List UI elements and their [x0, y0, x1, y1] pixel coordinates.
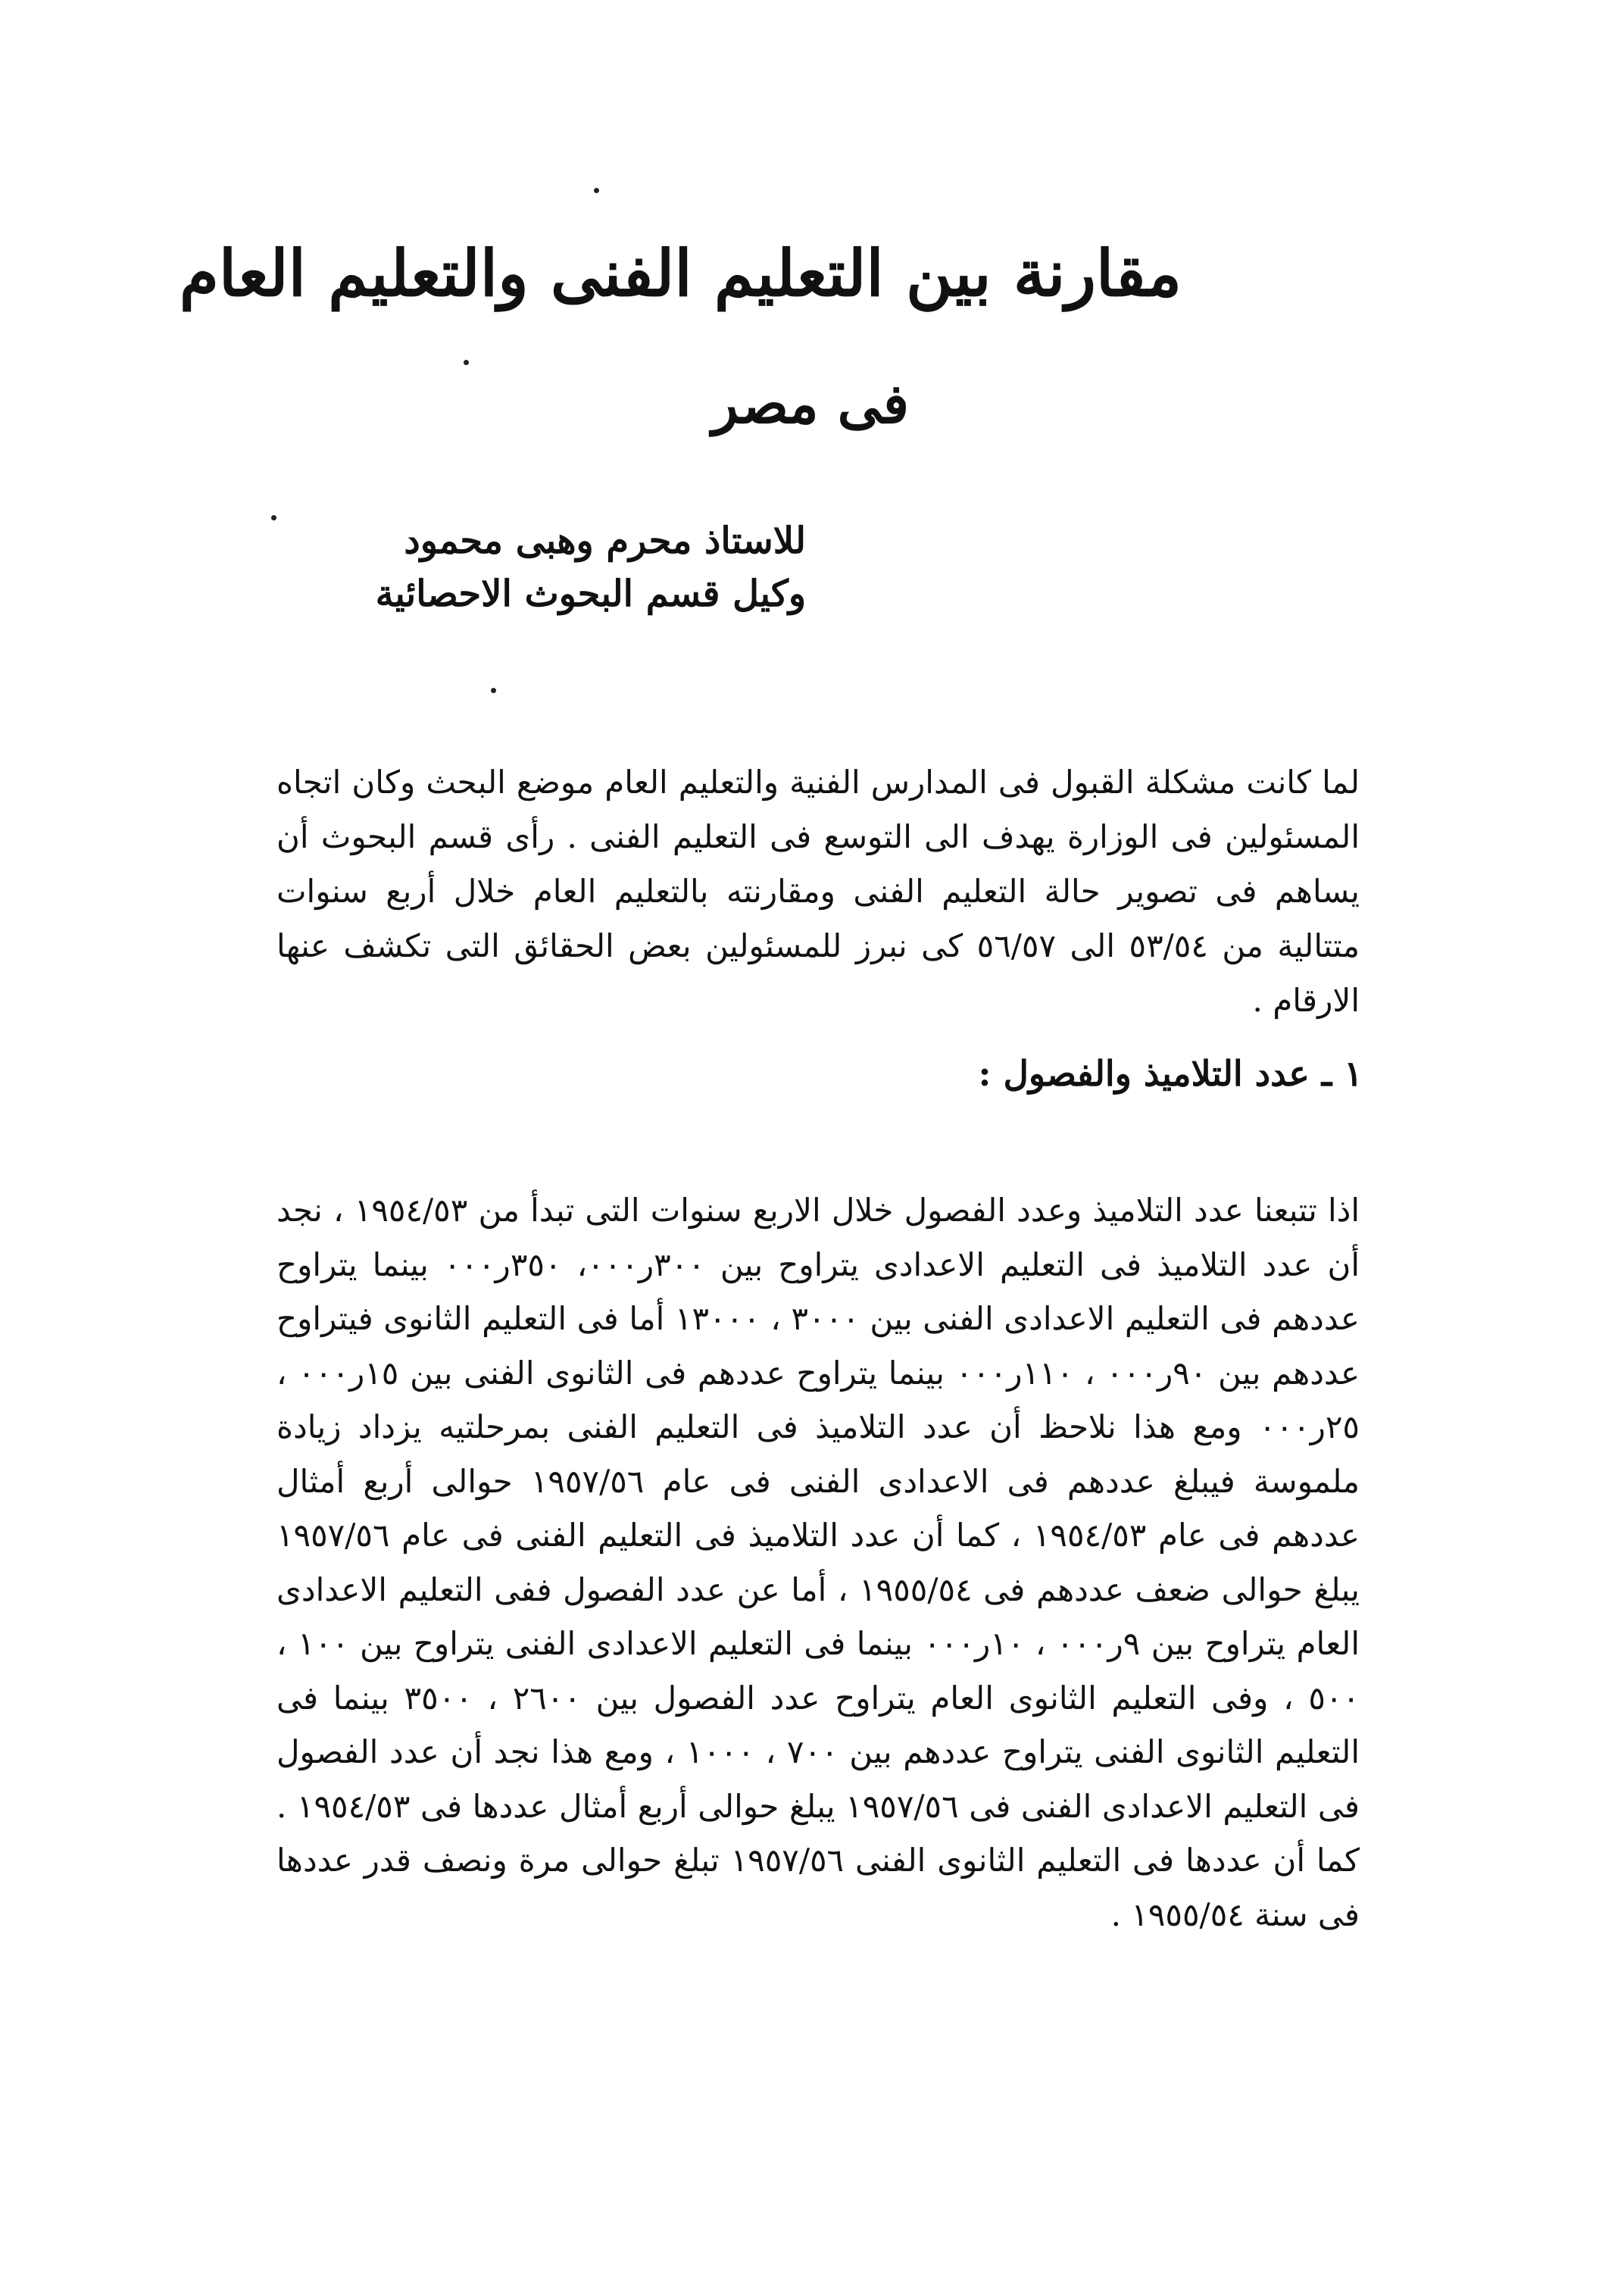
scan-speck [464, 360, 469, 365]
intro-paragraph: لما كانت مشكلة القبول فى المدارس الفنية والتعليم العام موضع البحث وكان اتجاه المسئولين فى الوزارة يهدف الى التوسع فى التعليم الفنى . رأى قسم البحوث أن يساهم فى تصوير حالة التعليم الفنى ومقارنته بالتعليم العام خلال أربع سنوات متتالية من ٥٣/٥٤ الى ٥٦/٥٧ كى نبرز للمسئولين بعض الحقائق التى تكشف عنها الارقام . [276, 764, 1360, 1019]
author-name: للاستاذ محرم وهبى محمود [404, 520, 806, 562]
section-body: اذا تتبعنا عدد التلاميذ وعدد الفصول خلال الاربع سنوات التى تبدأ من ١٩٥٤/٥٣ ، نجد أن عدد التلاميذ فى التعليم الاعدادى يتراوح بين ٣٠٠ر٠٠٠، ٣٥٠ر٠٠٠ بينما يتراوح عددهم فى التعليم الاعدادى الفنى بين ٣٠٠٠ ، ١٣٠٠٠ أما فى التعليم الثانوى فيتراوح عددهم بين ٩٠ر٠٠٠ ، ١١٠ر٠٠٠ بينما يتراوح عددهم فى الثانوى الفنى بين ١٥ر٠٠٠ ، ٢٥ر٠٠٠ ومع هذا نلاحظ أن عدد التلاميذ فى التعليم الفنى بمرحلتيه يزداد زيادة ملموسة فيبلغ عددهم فى الاعدادى الفنى فى عام ١٩٥٧/٥٦ حوالى أربع أمثال عددهم فى عام ١٩٥٤/٥٣ ، كما أن عدد التلاميذ فى التعليم الفنى فى عام ١٩٥٧/٥٦ يبلغ حوالى ضعف عددهم فى ١٩٥٥/٥٤ ، أما عن عدد الفصول ففى التعليم الاعدادى العام يتراوح بين ٩ر٠٠٠ ، ١٠ر٠٠٠ بينما فى التعليم الاعدادى الفنى يتراوح بين ١٠٠ ، ٥٠٠ ، وفى التعليم الثانوى العام يتراوح عدد الفصول بين ٢٦٠٠ ، ٣٥٠٠ بينما فى التعليم الثانوى الفنى يتراوح عددهم بين ٧٠٠ ، ١٠٠٠ ، ومع هذا نجد أن عدد الفصول فى التعليم الاعدادى الفنى فى ١٩٥٧/٥٦ يبلغ حوالى أربع أمثال عددها فى ١٩٥٤/٥٣ . كما أن عددها فى التعليم الثانوى الفنى ١٩٥٧/٥٦ تبلغ حوالى مرة ونصف قدر عددها فى سنة ١٩٥٥/٥٤ . [276, 1192, 1360, 1933]
section-heading: ١ ـ عدد التلاميذ والفصول : [978, 1053, 1363, 1094]
scan-speck [594, 188, 599, 193]
author-position: وكيل قسم البحوث الاحصائية [375, 572, 806, 615]
page-title: مقارنة بين التعليم الفنى والتعليم العام [179, 236, 1182, 311]
page-subtitle: فى مصر [711, 371, 910, 436]
author-block [276, 515, 806, 620]
scan-speck [491, 688, 496, 693]
